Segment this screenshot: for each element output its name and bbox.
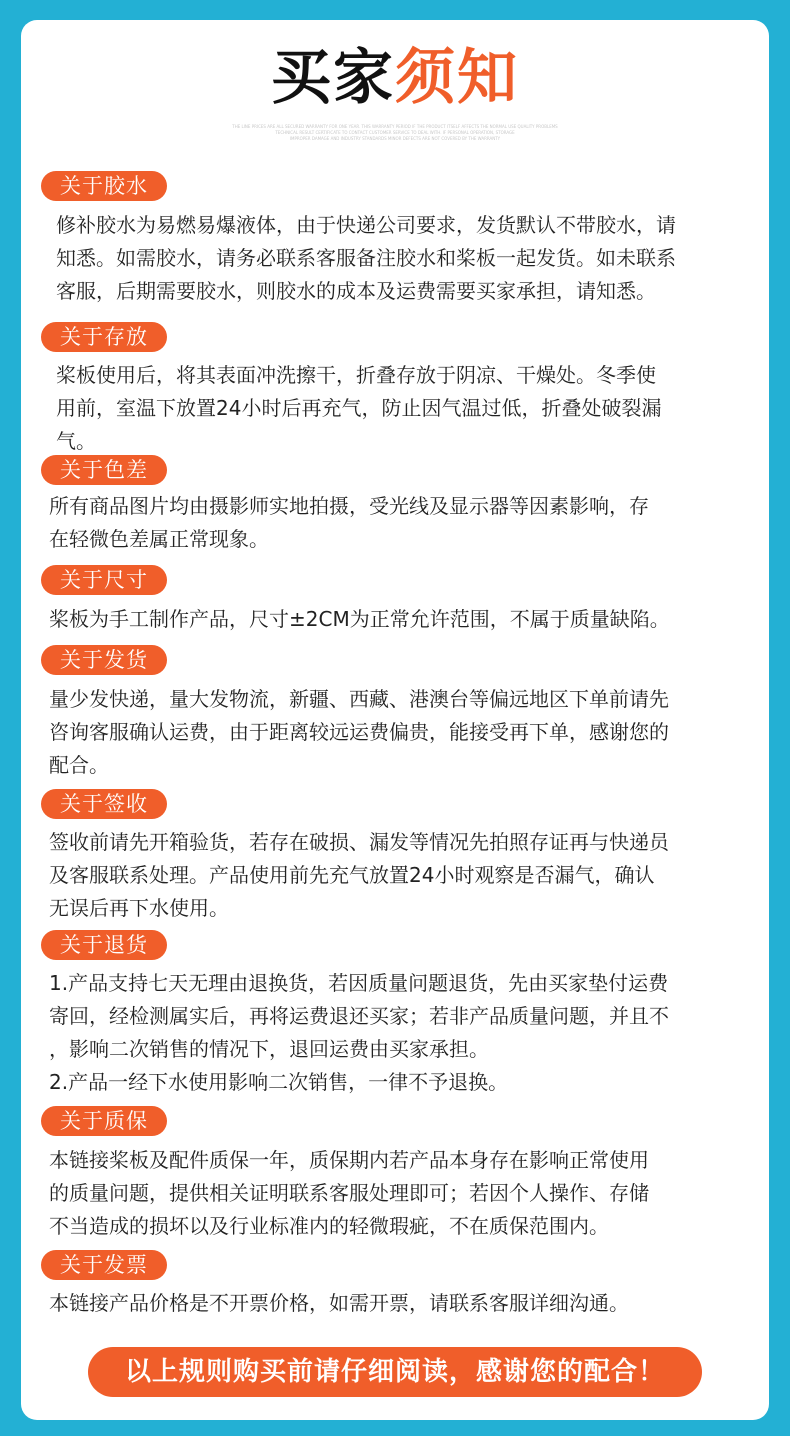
fine-print-line: TECHNICAL RESULT CERTIFICATE TO CONTACT CUSTOMER SERVICE TO DEAL WITH. IF PERSONAL OPERATION, STORAGE bbox=[275, 130, 515, 135]
page-title bbox=[0, 38, 790, 118]
section-body bbox=[49, 1287, 739, 1320]
page-title-orange: 须知 bbox=[395, 43, 519, 113]
fine-print-line: THE LINE PRICES ARE ALL SECURED WARRANTY FOR ONE YEAR. THIS WARRANTY PERIOD IF THE PRODUCT ITSELF AFFECTS THE NORMAL USE QUALITY PROBLEMS bbox=[232, 124, 558, 129]
body-line: 知悉。如需胶水，请务必联系客服备注胶水和桨板一起发货。如未联系 bbox=[56, 246, 676, 270]
body-line: 寄回，经检测属实后，再将运费退还买家；若非产品质量问题，并且不 bbox=[49, 1004, 669, 1028]
section-tag: 关于存放 bbox=[41, 322, 167, 352]
section-tag: 关于质保 bbox=[41, 1106, 167, 1136]
body-line: 所有商品图片均由摄影师实地拍摄，受光线及显示器等因素影响，存 bbox=[49, 494, 649, 518]
section-body bbox=[56, 359, 746, 458]
section-tag: 关于发货 bbox=[41, 645, 167, 675]
section-tag: 关于胶水 bbox=[41, 171, 167, 201]
body-line: 1.产品支持七天无理由退换货，若因质量问题退货，先由买家垫付运费 bbox=[49, 971, 669, 995]
body-line: 桨板为手工制作产品，尺寸±2CM为正常允许范围，不属于质量缺陷。 bbox=[49, 607, 670, 631]
body-line: 咨询客服确认运费，由于距离较远运费偏贵，能接受再下单，感谢您的 bbox=[49, 720, 669, 744]
body-line: 气。 bbox=[56, 429, 96, 453]
section-body bbox=[56, 209, 746, 308]
section-tag: 关于签收 bbox=[41, 789, 167, 819]
body-line: 本链接桨板及配件质保一年，质保期内若产品本身存在影响正常使用 bbox=[49, 1148, 649, 1172]
body-line: 客服，后期需要胶水，则胶水的成本及运费需要买家承担，请知悉。 bbox=[56, 279, 656, 303]
section-tag: 关于尺寸 bbox=[41, 565, 167, 595]
section-tag: 关于发票 bbox=[41, 1250, 167, 1280]
section-body bbox=[49, 490, 739, 556]
page-title-black: 买家 bbox=[271, 43, 395, 113]
body-line: 配合。 bbox=[49, 753, 109, 777]
body-line: 量少发快递，量大发物流，新疆、西藏、港澳台等偏远地区下单前请先 bbox=[49, 687, 669, 711]
section-body bbox=[49, 603, 739, 636]
body-line: 桨板使用后，将其表面冲洗擦干，折叠存放于阴凉、干燥处。冬季使 bbox=[56, 363, 656, 387]
body-line: 不当造成的损坏以及行业标准内的轻微瑕疵，不在质保范围内。 bbox=[49, 1214, 609, 1238]
section-body bbox=[49, 826, 739, 925]
fine-print-line: IMPROPER DAMAGE AND INDUSTRY STANDARDS MINOR DEFECTS ARE NOT COVERED BY THE WARRANTY bbox=[289, 136, 501, 141]
body-line: 签收前请先开箱验货，若存在破损、漏发等情况先拍照存证再与快递员 bbox=[49, 830, 669, 854]
body-line: 本链接产品价格是不开票价格，如需开票，请联系客服详细沟通。 bbox=[49, 1291, 629, 1315]
body-line: 的质量问题，提供相关证明联系客服处理即可；若因个人操作、存储 bbox=[49, 1181, 649, 1205]
footer-banner: 以上规则购买前请仔细阅读，感谢您的配合！ bbox=[88, 1347, 702, 1397]
section-body bbox=[49, 683, 739, 782]
body-line: 修补胶水为易燃易爆液体，由于快递公司要求，发货默认不带胶水，请 bbox=[56, 213, 676, 237]
body-line: 在轻微色差属正常现象。 bbox=[49, 527, 269, 551]
section-tag: 关于退货 bbox=[41, 930, 167, 960]
body-line: 2.产品一经下水使用影响二次销售，一律不予退换。 bbox=[49, 1070, 509, 1094]
section-body bbox=[49, 967, 739, 1099]
body-line: 用前，室温下放置24小时后再充气，防止因气温过低，折叠处破裂漏 bbox=[56, 396, 662, 420]
body-line: 及客服联系处理。产品使用前先充气放置24小时观察是否漏气，确认 bbox=[49, 863, 655, 887]
section-body bbox=[49, 1144, 739, 1243]
section-tag: 关于色差 bbox=[41, 455, 167, 485]
body-line: 无误后再下水使用。 bbox=[49, 896, 229, 920]
body-line: ，影响二次销售的情况下，退回运费由买家承担。 bbox=[49, 1037, 489, 1061]
